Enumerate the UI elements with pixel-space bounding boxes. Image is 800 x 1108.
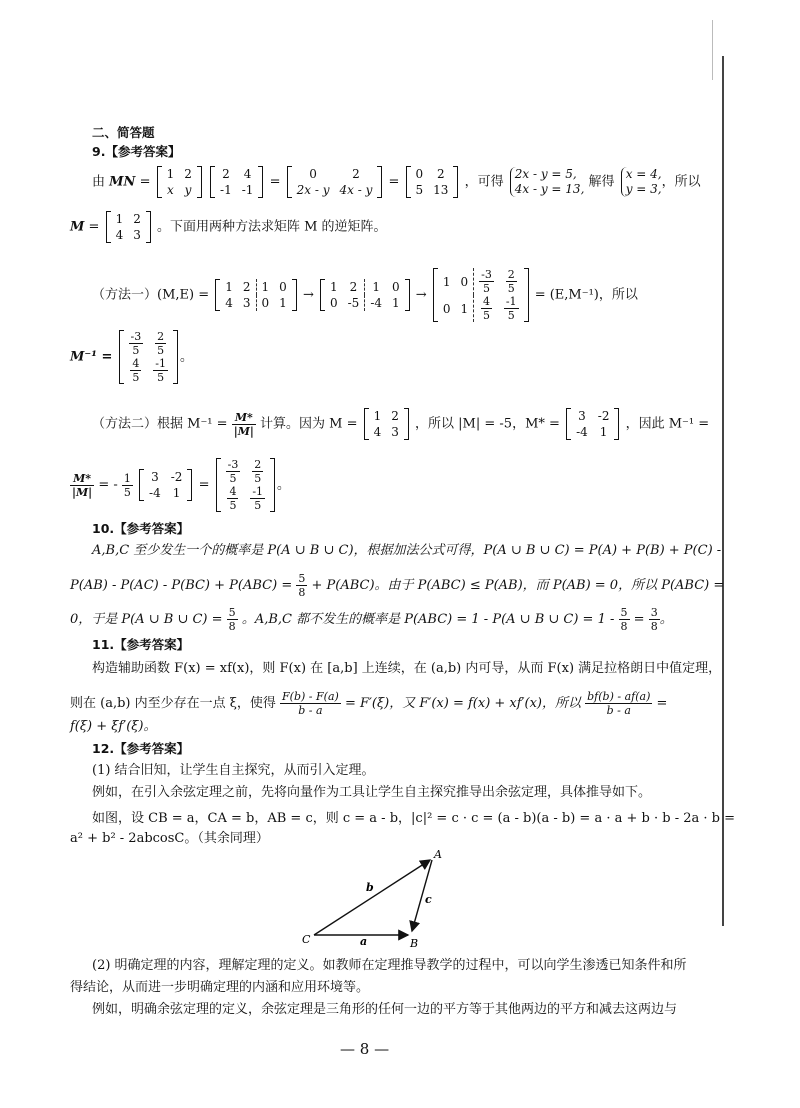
q10-line1: A,B,C 至少发生一个的概率是 P(A ∪ B ∪ C)，根据加法公式可得，P(A ∪ B ∪ C) = P(A) + P(B) + P(C) -: [92, 543, 722, 558]
q12-para3: 如图，设 CB = a，CA = b，AB = c，则 c = a - b，|c|² = c · c = (a - b)(a - b) = a · a + b · b - 2a · b =: [92, 811, 735, 826]
q9-method2: [92, 408, 709, 440]
q9-method1: （方法一）(M,E) = 1 2 1 0 4 3 0 1 → 1 2 1 0 0 -5 -4 1 → 1 0 $\frac{-3}{5}$ $\frac{2}{5}$ 0 1 $\frac{4}{5}$ $\frac{-1}{5}$ = (E,M⁻¹)，所以: [92, 268, 638, 322]
q9-line1: 由 MN = 1 2 x y 2 4 -1 -1 = 0 2 2x - y 4x - y = 0 2 5 13 ，可得 2x - y = 5, 4x - y = 13, 解得 x = 4, y = 3,，所以: [92, 167, 701, 197]
label-c: c: [425, 893, 432, 906]
vector-CA: [314, 860, 430, 935]
q11-line3: f(ξ) + ξf′(ξ)。: [70, 719, 157, 734]
q12-para7: 例如，明确余弦定理的定义，余弦定理是三角形的任何一边的平方等于其他两边的平方和减去这两边与: [92, 1002, 678, 1017]
coef-frac: $\frac{1}{5}$: [123, 471, 131, 499]
equation-system-2: x = 4, y = 3,: [621, 167, 662, 197]
q9-l1-post: ，可得: [464, 174, 504, 190]
q11-answer-label: 【参考答案】: [114, 637, 190, 652]
method2-pre: （方法二）根据 M⁻¹ =: [92, 416, 228, 432]
method2-adj-repeat: 3 -2 -4 1: [139, 469, 192, 501]
q11-line2: 则在 (a,b) 内至少存在一点 ξ，使得 $\frac{F(b) - F(a)}{b - a}$ = F′(ξ)，又 F′(x) = f(x) + xf′(x)，所以 $\frac{bf(b) - af(a)}{b - a}$ =: [70, 690, 668, 717]
q9-l1-solve: 解得: [588, 174, 615, 190]
q9-l2-text: 。下面用两种方法求矩阵 M 的逆矩阵。: [156, 219, 387, 235]
q12-para1: (1) 结合旧知，让学生自主探究，从而引入定理。: [92, 763, 375, 778]
matrix-N: 2 4 -1 -1: [210, 166, 263, 198]
equation-system-1: 2x - y = 5, 4x - y = 13,: [510, 167, 585, 197]
method2-mid2: ，所以 |M| = -5，M* =: [415, 416, 560, 432]
q9-header: [92, 143, 180, 161]
q9-minv-2: $\frac{M*}{|M|}$ = - $\frac{1}{5}$ 3 -2 -4 1 = $\frac{-3}{5}$ $\frac{2}{5}$ $\frac{4}{5}$ $\frac{-1}{5}$ 。: [72, 458, 291, 512]
method1-matrix-2: 1 2 1 0 0 -5 -4 1: [320, 279, 410, 311]
method2-matrix-M: 1 2 4 3: [364, 408, 409, 440]
triangle-figure: [300, 845, 460, 950]
label-a: a: [360, 935, 368, 948]
q12-para4: a² + b² - 2abcosC。（其余同理）: [70, 831, 269, 846]
q12-answer-label: 【参考答案】: [114, 741, 190, 756]
label-B: B: [410, 937, 419, 950]
matrix-MN: 0 2 2x - y 4x - y: [287, 166, 383, 198]
adj-over-det: $\frac{M*}{|M|}$: [72, 471, 93, 499]
matrix-M: 1 2 x y: [157, 166, 202, 198]
method1-end: = (E,M⁻¹)，所以: [534, 287, 638, 303]
minv-label: M⁻¹ =: [70, 349, 113, 365]
q9-answer-label: 【参考答案】: [105, 144, 181, 159]
q10-line3: 0，于是 P(A ∪ B ∪ C) = $\frac{5}{8}$ 。A,B,C 都不发生的概率是 P(ABC) = 1 - P(A ∪ B ∪ C) = 1 - $\frac{5}{8}$ = $\frac{3}{8}$ 。: [70, 606, 673, 633]
scan-edge-line: [722, 56, 724, 926]
method2-final-pre: = -: [98, 477, 118, 493]
q9-l1-end: ，所以: [661, 174, 701, 190]
q9-line2: M = 1 2 4 3 。下面用两种方法求矩阵 M 的逆矩阵。: [70, 212, 387, 242]
q11-header: [92, 636, 189, 654]
q9-l2-var: M: [70, 219, 85, 235]
q9-number: 9.: [92, 144, 106, 159]
method2-end: ，因此 M⁻¹ =: [625, 416, 710, 432]
matrix-M-inverse-1: $\frac{-3}{5}$ $\frac{2}{5}$ $\frac{4}{5}$ $\frac{-1}{5}$: [119, 330, 178, 384]
matrix-adjugate: 3 -2 -4 1: [566, 408, 619, 440]
q10-header: [92, 520, 189, 538]
q11-number: 11.: [92, 637, 115, 652]
q10-number: 10.: [92, 521, 115, 536]
q9-l1-pre: 由: [92, 174, 106, 190]
label-C: C: [302, 933, 311, 946]
q12-number: 12.: [92, 741, 115, 756]
matrix-M-value: 1 2 4 3: [106, 211, 151, 243]
method2-frac: $\frac{M*}{|M|}$: [233, 410, 254, 438]
method2-mid: 计算。因为 M =: [260, 416, 358, 432]
label-A: A: [434, 848, 442, 861]
method1-matrix-3: 1 0 $\frac{-3}{5}$ $\frac{2}{5}$ 0 1 $\frac{4}{5}$ $\frac{-1}{5}$: [433, 268, 529, 322]
q10-line2: P(AB) - P(AC) - P(BC) + P(ABC) = $\frac{5}{8}$ + P(ABC)。由于 P(ABC) ≤ P(AB)，而 P(AB) = 0，所以 P(ABC) =: [70, 572, 725, 599]
method1-pre: （方法一）(M,E) =: [92, 287, 210, 303]
q12-para5: (2) 明确定理的内容，理解定理的定义。如教师在定理推导教学的过程中，可以向学生渗透已知条件和所: [92, 958, 687, 973]
matrix-M-inverse-2: $\frac{-3}{5}$ $\frac{2}{5}$ $\frac{4}{5}$ $\frac{-1}{5}$: [216, 458, 275, 512]
q12-header: [92, 740, 189, 758]
section-title: 二、简答题: [92, 125, 155, 140]
label-b: b: [366, 881, 374, 894]
scan-artifact: [712, 20, 713, 80]
q12-para6: 得结论，从而进一步明确定理的内涵和应用环境等。: [70, 980, 370, 995]
q9-l1-var: MN: [109, 174, 136, 190]
matrix-result: 0 2 5 13: [406, 166, 459, 198]
method1-matrix-1: 1 2 1 0 4 3 0 1: [215, 279, 297, 311]
q11-line1: 构造辅助函数 F(x) = xf(x)，则 F(x) 在 [a,b] 上连续，在 (a,b) 内可导，从而 F(x) 满足拉格朗日中值定理，: [92, 661, 722, 676]
q12-para2: 例如，在引入余弦定理之前，先将向量作为工具让学生自主探究推导出余弦定理，具体推导如下。: [92, 785, 652, 800]
q10-answer-label: 【参考答案】: [114, 521, 190, 536]
q9-minv-1: M⁻¹ = $\frac{-3}{5}$ $\frac{2}{5}$ $\frac{4}{5}$ $\frac{-1}{5}$ 。: [70, 330, 193, 384]
page-number: — 8 —: [340, 1040, 390, 1058]
